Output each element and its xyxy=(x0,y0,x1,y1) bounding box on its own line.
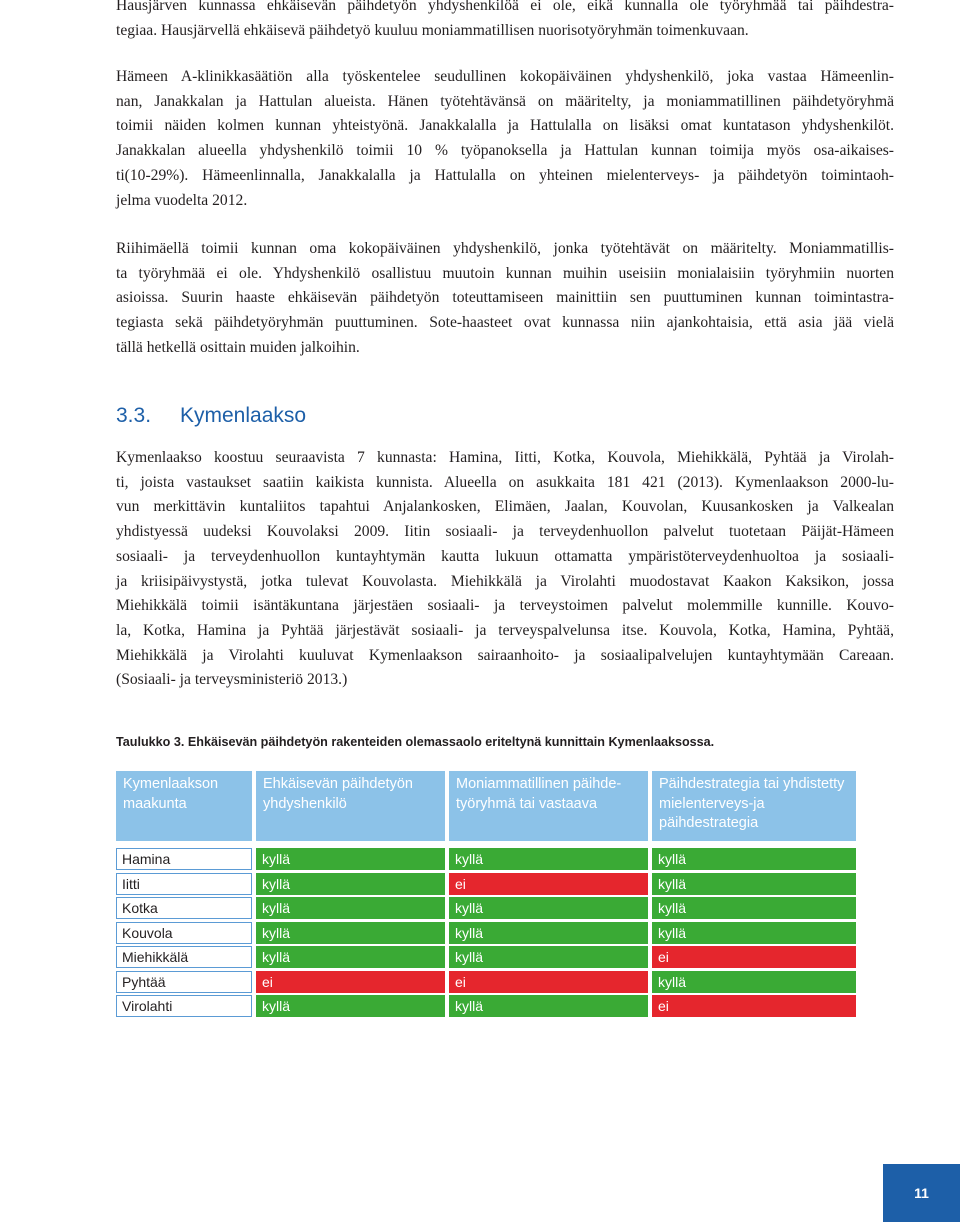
cell-working-group: ei xyxy=(449,971,648,993)
text-line: nan, Janakkalan ja Hattulan alueista. Hänen työtehtävänsä on määritelty, ja moniammatillinen päihdetyöryhmä xyxy=(116,92,894,110)
cell-strategy: kyllä xyxy=(652,897,856,919)
text-line: ti(10-29%). Hämeenlinnalla, Janakkalalla ja Hattulalla on yhteinen mielenterveys- ja päihdetyön toimintaoh- xyxy=(116,166,894,184)
cell-contact-person: kyllä xyxy=(256,995,445,1017)
column-header-strategy: Päihdestrategia tai yhdistetty mielenterveys-ja päihdestrategia xyxy=(652,771,856,841)
text-line: toimii näiden kolmen kunnan yhteistyönä. Janakkalalla ja Hattulalla on lisäksi omat kuntatason yhdyshenkilöt. xyxy=(116,117,894,135)
cell-contact-person: kyllä xyxy=(256,873,445,895)
cell-working-group: ei xyxy=(449,873,648,895)
text-line: tällä hetkellä osittain muiden jalkoihin. xyxy=(116,338,360,356)
section-number: 3.3. xyxy=(116,404,152,427)
text-line: Kymenlaakso koostuu seuraavista 7 kunnasta: Hamina, Iitti, Kotka, Kouvola, Miehikkälä, Pyhtää ja Virolah- xyxy=(116,449,894,466)
table-row xyxy=(116,848,856,870)
column-header-contact-person: Ehkäisevän päihdetyön yhdyshenkilö xyxy=(256,771,445,841)
cell-working-group: kyllä xyxy=(449,848,648,870)
text-line: Riihimäellä toimii kunnan oma kokopäiväinen yhdyshenkilö, jonka työtehtävät on määritelty. Moniammatillis- xyxy=(116,240,894,257)
text-line: Janakkalan alueella yhdyshenkilö toimii 10 % työpanoksella ja Hattulan kunnan toimija myös osa-aikaises- xyxy=(116,142,894,160)
cell-strategy: kyllä xyxy=(652,873,856,895)
text-line: jelma vuodelta 2012. xyxy=(116,191,248,209)
text-line: ta työryhmää ei ole. Yhdyshenkilö osallistuu muutoin kunnan muihin useisiin monialaisiin työryhmiin nuorten xyxy=(116,264,894,282)
section-title: Kymenlaakso xyxy=(180,404,307,427)
text-line: yhdistyessä uudeksi Kouvolaksi 2009. Iitin sosiaali- ja terveydenhuollon palvelut tuotetaan Päijät-Hämeen xyxy=(116,523,894,541)
text-line: asioissa. Suurin haaste ehkäisevän päihdetyön toteuttamiseen mainittiin sen puuttuminen kunnan toimintastra- xyxy=(116,289,894,307)
paragraph-hameenlinna xyxy=(116,65,894,213)
cell-contact-person: kyllä xyxy=(256,848,445,870)
cell-contact-person: kyllä xyxy=(256,922,445,944)
cell-working-group: kyllä xyxy=(449,897,648,919)
text-line: Miehikkälä ja Virolahti kuuluvat Kymenlaakson sairaanhoito- ja sosiaalipalvelujen kuntayhtymään Careaan. xyxy=(116,646,894,664)
cell-municipality: Pyhtää xyxy=(116,971,252,993)
cell-municipality: Kouvola xyxy=(116,922,252,944)
table-row xyxy=(116,873,856,895)
table-row xyxy=(116,946,856,968)
cell-contact-person: ei xyxy=(256,971,445,993)
text-line: tegiaa. Hausjärvellä ehkäisevä päihdetyö kuuluu moniammatillisen nuorisotyöryhmän toimenkuvaan. xyxy=(116,21,749,39)
paragraph-riihimaki xyxy=(116,237,894,361)
cell-strategy: kyllä xyxy=(652,922,856,944)
table-row xyxy=(116,971,856,993)
text-line: (Sosiaali- ja terveysministeriö 2013.) xyxy=(116,671,348,689)
text-line: vun merkittävin kuntaliitos tapahtui Anjalankosken, Elimäen, Jaalan, Kouvolan, Kuusankosken ja Valkealan xyxy=(116,498,894,516)
cell-strategy: ei xyxy=(652,946,856,968)
cell-municipality: Iitti xyxy=(116,873,252,895)
cell-working-group: kyllä xyxy=(449,946,648,968)
cell-strategy: kyllä xyxy=(652,971,856,993)
paragraph-hausjarvi xyxy=(116,0,894,43)
column-header-region: Kymenlaakson maakunta xyxy=(116,771,252,841)
cell-municipality: Virolahti xyxy=(116,995,252,1017)
cell-contact-person: kyllä xyxy=(256,946,445,968)
cell-municipality: Miehikkälä xyxy=(116,946,252,968)
section-heading xyxy=(116,404,306,428)
paragraph-kymenlaakso xyxy=(116,446,894,693)
text-line: ja kriisipäivystystä, jotka tulevat Kouvolasta. Miehikkälä ja Virolahti muodostavat Kaakon Kaksikon, jossa xyxy=(116,572,894,590)
text-line: Hausjärven kunnassa ehkäisevän päihdetyön yhdyshenkilöä ei ole, eikä kunnalla ole työryhmää tai päihdestra- xyxy=(116,0,894,14)
text-line: sosiaali- ja terveydenhuollon kuntayhtymän kautta lukuun ottamatta ympäristöterveydenhuoltoa ja sosiaali- xyxy=(116,547,894,565)
table-body xyxy=(116,848,856,1017)
table-row xyxy=(116,922,856,944)
cell-strategy: ei xyxy=(652,995,856,1017)
text-line: la, Kotka, Hamina ja Pyhtää järjestävät sosiaali- ja terveyspalvelunsa itse. Kouvola, Kotka, Hamina, Pyhtää, xyxy=(116,621,894,639)
table-caption: Taulukko 3. Ehkäisevän päihdetyön rakenteiden olemassaolo eriteltynä kunnittain Kymenlaaksossa. xyxy=(116,735,715,749)
text-line: Miehikkälä toimii isäntäkuntana järjestäen sosiaali- ja terveystoimen palvelut molemmille kunnille. Kouvo- xyxy=(116,597,894,615)
page-number: 11 xyxy=(883,1164,960,1222)
cell-working-group: kyllä xyxy=(449,995,648,1017)
cell-contact-person: kyllä xyxy=(256,897,445,919)
cell-strategy: kyllä xyxy=(652,848,856,870)
table-row xyxy=(116,897,856,919)
cell-municipality: Kotka xyxy=(116,897,252,919)
table-row xyxy=(116,995,856,1017)
text-line: ti, joista vastaukset saatiin kaikista kunnista. Alueella on asukkaita 181 421 (2013). Kymenlaakson 2000-lu- xyxy=(116,473,894,491)
cell-municipality: Hamina xyxy=(116,848,252,870)
text-line: Hämeen A-klinikkasäätiön alla työskentelee seudullinen kokopäiväinen yhdyshenkilö, joka vastaa Hämeenlin- xyxy=(116,68,894,85)
text-line: tegiasta sekä päihdetyöryhmän puuttuminen. Sote-haasteet ovat kunnassa niin ajankohtaisia, että asia jää vielä xyxy=(116,314,894,332)
column-header-working-group: Moniammatillinen päihde-työryhmä tai vastaava xyxy=(449,771,648,841)
cell-working-group: kyllä xyxy=(449,922,648,944)
municipality-table xyxy=(116,771,856,1017)
table-header-row xyxy=(116,771,856,841)
